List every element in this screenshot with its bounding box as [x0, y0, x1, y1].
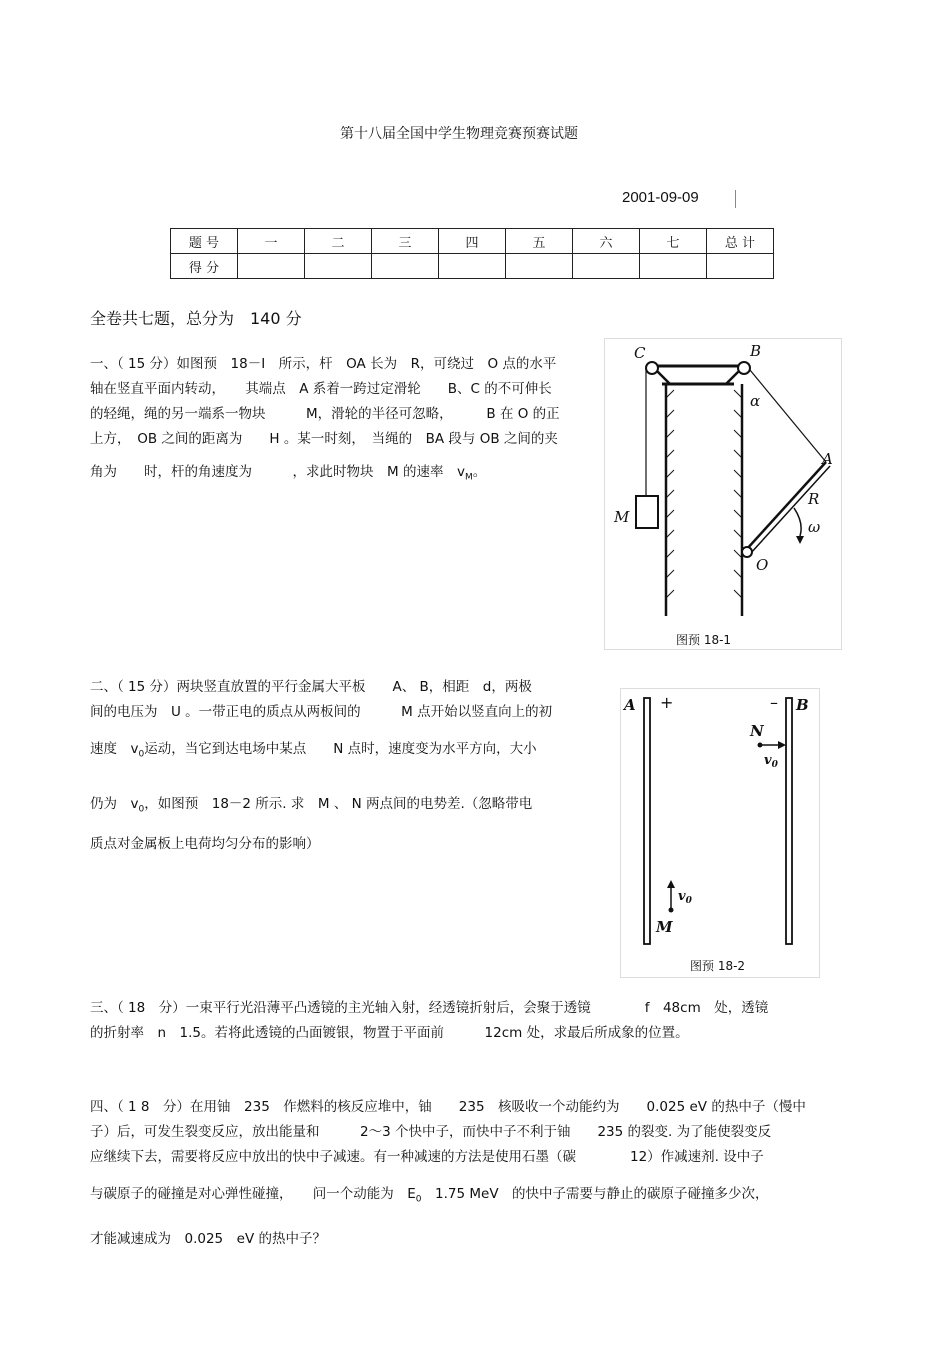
fig1-omega-arrowhead: [796, 536, 804, 544]
score-cell-q6: 六: [573, 229, 640, 254]
fig1-label-a: A: [822, 450, 833, 468]
q4-line-1: 四、（ 1 8 分）在用铀 235 作燃料的核反应堆中，铀 235 核吸收一个动能约为 0.025 eV 的热中子（慢中: [90, 1099, 806, 1115]
fig1-label-o: O: [756, 556, 769, 574]
q2-line-1: 二、（ 15 分）两块竖直放置的平行金属大平板 A、 B，相距 d，两极: [90, 679, 532, 695]
score-table-header-row: [171, 229, 774, 254]
exam-summary: 全卷共七题，总分为 140 分: [90, 309, 302, 328]
fig1-pulley-b: [738, 362, 750, 374]
score-cell-label: 题 号: [171, 229, 238, 254]
fig2-label-v-m-sub: 0: [685, 896, 692, 906]
fig2-label-a: A: [624, 696, 636, 714]
fig1-label-omega: ω: [808, 518, 821, 536]
score-cell-q1: 一: [238, 229, 305, 254]
q3-line-1: 三、（ 18 分）一束平行光沿薄平凸透镜的主光轴入射，经透镜折射后，会聚于透镜 f 48cm 处，透镜: [90, 1000, 769, 1016]
figure-18-2: [620, 688, 820, 978]
score-input-q7[interactable]: [640, 254, 707, 279]
q2-line-4: [90, 792, 600, 823]
score-input-q2[interactable]: [305, 254, 372, 279]
score-table: [170, 228, 774, 279]
q2-line-4-sub: 0: [138, 804, 145, 815]
fig1-label-r: R: [808, 490, 820, 508]
question-2: [90, 675, 600, 857]
q2-line-3-rest: 运动，当它到达电场中某点 N 点时，速度变为水平方向，大小: [144, 741, 537, 757]
fig1-pivot-o: [742, 547, 752, 557]
score-input-q1[interactable]: [238, 254, 305, 279]
q2-line-3-sub: 0: [138, 749, 145, 760]
fig2-label-v-m: [678, 889, 693, 906]
q4-line-4-text: 与碳原子的碰撞是对心弹性碰撞， 问一个动能为 E: [90, 1186, 416, 1202]
score-input-q5[interactable]: [506, 254, 573, 279]
fig1-rope-ba: [750, 370, 826, 462]
fig1-mass-block: [636, 496, 658, 528]
fig2-label-b: B: [796, 696, 809, 714]
q1-line-3: 的轻绳，绳的另一端系一物块 M，滑轮的半径可忽略， B 在 O 的正: [90, 406, 560, 422]
score-cell-q4: 四: [439, 229, 506, 254]
fig2-label-minus: –: [770, 693, 778, 712]
q4-line-5: 才能减速成为 0.025 eV 的热中子？: [90, 1230, 326, 1247]
score-table-score-row: [171, 254, 774, 279]
score-row-label: 得 分: [171, 254, 238, 279]
score-cell-q5: 五: [506, 229, 573, 254]
q1-line-2: 轴在竖直平面内转动， 其端点 A 系着一跨过定滑轮 B、C 的不可伸长: [90, 381, 552, 397]
q1-line-1: 一、（ 15 分）如图预 18－I 所示，杆 OA 长为 R，可绕过 O 点的水平: [90, 356, 557, 372]
fig2-plate-a: [644, 698, 650, 944]
fig2-label-v-n: [764, 753, 779, 770]
q2-line-5: 质点对金属板上电荷均匀分布的影响）: [90, 836, 320, 853]
fig2-m-arrowhead: [667, 880, 675, 888]
fig1-hatching: [666, 390, 742, 598]
figure-18-1: [604, 338, 842, 650]
score-input-total[interactable]: [707, 254, 774, 279]
q2-line-4-rest: ，如图预 18－2 所示. 求 M 、 N 两点间的电势差.（忽略带电: [144, 795, 533, 812]
fig2-n-arrowhead: [778, 741, 786, 749]
q4-line-4-sub: 0: [415, 1194, 422, 1205]
q1-line-4: 上方， OB 之间的距离为 H 。某一时刻， 当绳的 BA 段与 OB 之间的夹: [90, 431, 558, 447]
fig1-pulley-c: [646, 362, 658, 374]
exam-date: 2001-09-09: [622, 189, 699, 206]
score-cell-total: 总 计: [707, 229, 774, 254]
q3-line-2: 的折射率 n 1.5。若将此透镜的凸面镀银，物置于平面前 12cm 处，求最后所成象的位置。: [90, 1025, 689, 1041]
fig2-label-m: M: [656, 918, 673, 936]
fig1-label-alpha: α: [750, 392, 761, 410]
fig2-label-v-n-sub: 0: [771, 760, 778, 770]
score-input-q4[interactable]: [439, 254, 506, 279]
question-3: [90, 996, 860, 1046]
q4-line-3: 应继续下去，需要将反应中放出的快中子减速。有一种减速的方法是使用石墨（碳 12）作减速剂. 设中子: [90, 1149, 764, 1165]
date-divider: [735, 190, 736, 208]
fig2-plate-b: [786, 698, 792, 944]
fig1-rod-oa-edge: [750, 466, 830, 554]
q2-line-3: [90, 737, 600, 768]
score-cell-q3: 三: [372, 229, 439, 254]
fig2-label-plus: +: [660, 693, 674, 712]
question-1: [90, 352, 595, 491]
q4-line-2: 子）后，可发生裂变反应，放出能量和 2～3 个快中子，而快中子不利于铀 235 的裂变. 为了能使裂变反: [90, 1124, 772, 1140]
q4-line-4: [90, 1182, 860, 1213]
fig1-label-c: C: [634, 344, 646, 362]
exam-title: 第十八届全国中学生物理竞赛预赛试题: [340, 126, 578, 142]
question-4: [90, 1095, 860, 1252]
q1-line-5: [90, 460, 595, 491]
q4-line-4-rest: 1.75 MeV 的快中子需要与静止的碳原子碰撞多少次，: [421, 1186, 769, 1202]
q1-line-5-text: 角为 时，杆的角速度为 ，求此时物块 M 的速率 v: [90, 464, 465, 480]
q1-line-5-sub: M: [464, 472, 473, 483]
fig2-label-n: N: [750, 722, 764, 740]
fig2-caption: 图预 18-2: [690, 959, 746, 973]
fig2-label-v-m-letter: v: [678, 889, 686, 904]
score-cell-q2: 二: [305, 229, 372, 254]
fig2-label-v-n-letter: v: [764, 753, 772, 768]
score-input-q3[interactable]: [372, 254, 439, 279]
q2-line-2: 间的电压为 U 。一带正电的质点从两板间的 M 点开始以竖直向上的初: [90, 704, 553, 720]
score-input-q6[interactable]: [573, 254, 640, 279]
fig1-label-m: M: [614, 508, 630, 526]
fig1-omega-arc: [794, 508, 801, 536]
fig1-caption: 图预 18-1: [676, 633, 732, 647]
q1-line-5-end: 。: [472, 464, 487, 480]
q2-line-4-text: 仍为 v: [90, 795, 139, 812]
q2-line-3-text: 速度 v: [90, 741, 139, 757]
score-cell-q7: 七: [640, 229, 707, 254]
fig1-label-b: B: [750, 342, 762, 360]
